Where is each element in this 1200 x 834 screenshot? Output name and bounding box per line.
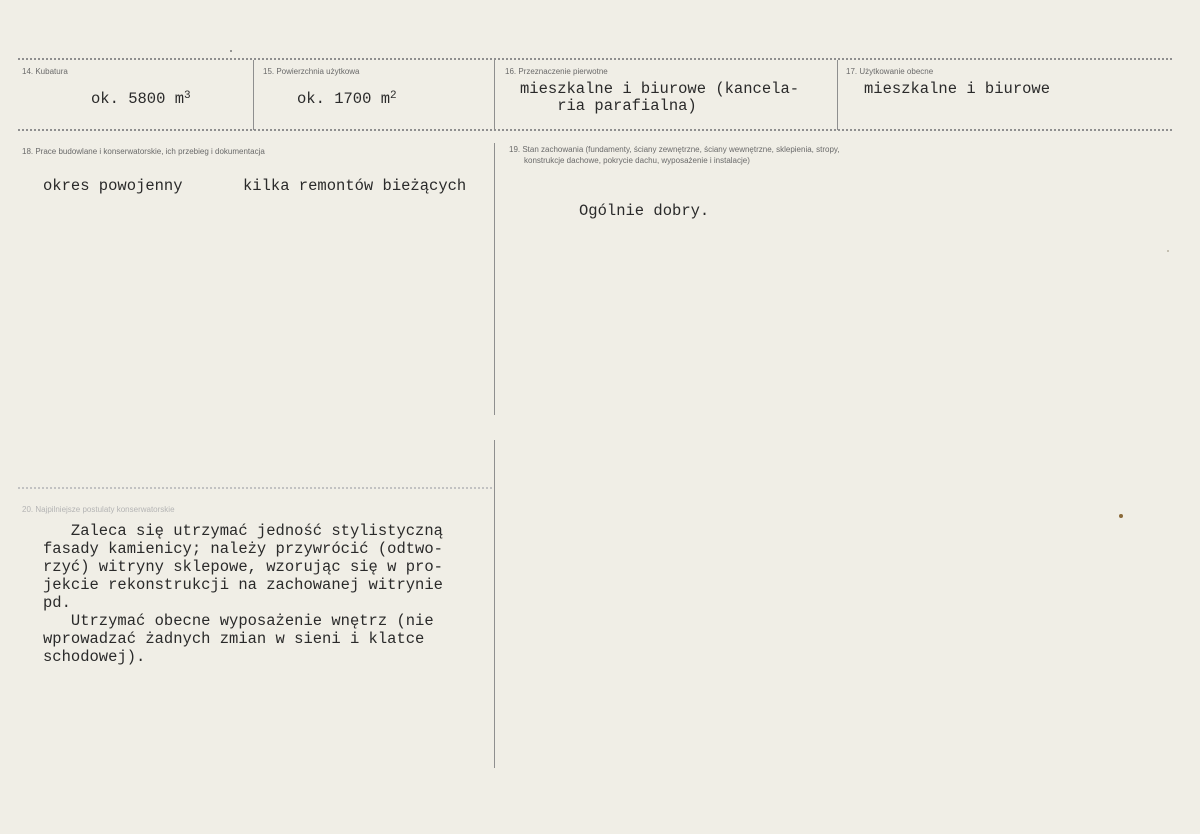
- field-19-value: Ogólnie dobry.: [579, 202, 710, 220]
- field-20-line-2: fasady kamienicy; należy przywrócić (odtwo-: [43, 540, 443, 558]
- field-14-label: 14. Kubatura: [22, 67, 68, 76]
- field-16-line-2: ria parafialna): [520, 97, 697, 115]
- field-20-line-6: Utrzymać obecne wyposażenie wnętrz (nie: [43, 612, 434, 630]
- divider-15-16: [494, 60, 495, 130]
- divider-16-17: [837, 60, 838, 130]
- middle-rule: [18, 129, 1172, 131]
- field-15-superscript: 2: [390, 90, 397, 102]
- field-15-value-text: ok. 1700 m: [297, 90, 391, 108]
- field-20-line-5: pd.: [43, 594, 71, 612]
- section20-rule: [18, 487, 492, 489]
- field-20-line-7: wprowadzać żadnych zmian w sieni i klatce: [43, 630, 425, 648]
- field-15-label: 15. Powierzchnia użytkowa: [263, 67, 360, 76]
- divider-14-15: [253, 60, 254, 130]
- field-19-label-line-1: 19. Stan zachowania (fundamenty, ściany zewnętrzne, ściany wewnętrzne, sklepienia, stropy,: [509, 145, 840, 154]
- top-rule: [18, 58, 1172, 60]
- field-17-label: 17. Użytkowanie obecne: [846, 67, 934, 76]
- field-20-label: 20. Najpilniejsze postulaty konserwatorskie: [22, 505, 175, 514]
- paper-speck: [230, 50, 232, 52]
- field-19-label-line-2: konstrukcje dachowe, pokrycie dachu, wyposażenie i instalacje): [524, 156, 750, 165]
- field-18-period: okres powojenny: [43, 177, 183, 195]
- field-15-value: [297, 91, 397, 108]
- field-16-label: 16. Przeznaczenie pierwotne: [505, 67, 608, 76]
- field-14-value-text: ok. 5800 m: [91, 90, 185, 108]
- field-17-value: mieszkalne i biurowe: [864, 80, 1051, 98]
- field-18-label: 18. Prace budowlane i konserwatorskie, ich przebieg i dokumentacja: [22, 147, 265, 156]
- divider-left-right-upper: [494, 143, 495, 415]
- field-14-value: [91, 91, 191, 108]
- paper-speck: [1167, 250, 1169, 252]
- field-18-works: kilka remontów bieżących: [243, 177, 467, 195]
- field-14-superscript: 3: [184, 90, 191, 102]
- field-20-line-3: rzyć) witryny sklepowe, wzorując się w pro-: [43, 558, 443, 576]
- field-20-line-1: Zaleca się utrzymać jedność stylistyczną: [43, 522, 443, 540]
- divider-left-right-lower: [494, 440, 495, 768]
- field-20-line-4: jekcie rekonstrukcji na zachowanej witrynie: [43, 576, 443, 594]
- paper-speck: [1119, 514, 1123, 518]
- field-16-line-1: mieszkalne i biurowe (kancela-: [520, 80, 800, 98]
- field-20-line-8: schodowej).: [43, 648, 146, 666]
